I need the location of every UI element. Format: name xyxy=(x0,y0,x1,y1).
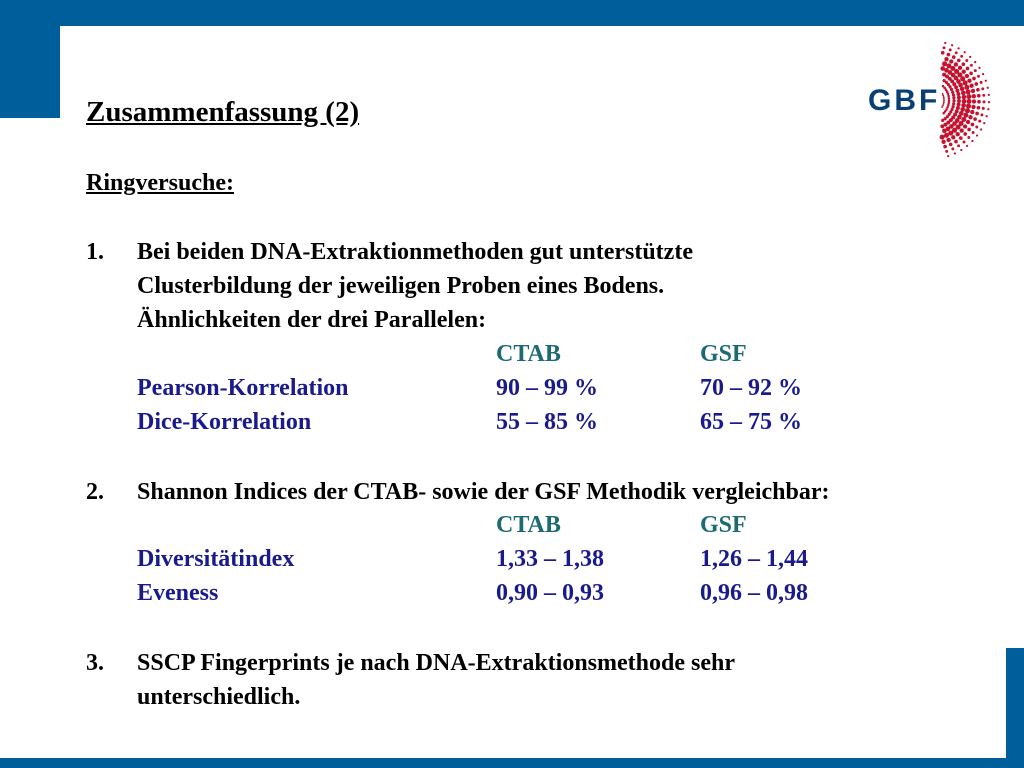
logo-dot xyxy=(977,94,981,98)
gbf-logo-text: GBF xyxy=(868,84,941,117)
logo-dot xyxy=(960,87,965,92)
point-2-row-ctab: 0,90 – 0,93 xyxy=(496,580,604,606)
logo-dot xyxy=(963,124,967,128)
logo-dot xyxy=(974,82,978,86)
logo-dot xyxy=(977,75,980,78)
logo-dot xyxy=(955,51,958,54)
logo-dot xyxy=(946,138,950,142)
logo-dot xyxy=(986,115,988,117)
logo-dot xyxy=(941,119,944,122)
logo-dot xyxy=(951,91,954,94)
point-2-row-gsf: 1,26 – 1,44 xyxy=(700,546,808,572)
logo-dot xyxy=(972,94,976,98)
logo-dot xyxy=(944,133,949,138)
point-1-row-label: Dice-Korrelation xyxy=(137,409,312,435)
point-1-row-label: Pearson-Korrelation xyxy=(137,375,349,401)
point-2-header-gsf: GSF xyxy=(700,512,747,538)
logo-dot xyxy=(945,150,948,153)
point-1-row-ctab: 55 – 85 % xyxy=(496,409,598,435)
logo-dot xyxy=(940,135,945,140)
logo-dot xyxy=(947,155,949,157)
logo-dot xyxy=(976,88,980,92)
logo-dot xyxy=(941,140,945,144)
logo-dot xyxy=(943,98,945,100)
logo-dot xyxy=(944,57,948,61)
logo-dot xyxy=(949,143,953,147)
logo-dot xyxy=(971,123,975,127)
logo-dot xyxy=(969,71,973,75)
point-2-number: 2. xyxy=(86,479,104,505)
logo-dot xyxy=(951,105,954,108)
logo-dot xyxy=(948,102,951,105)
logo-dot xyxy=(981,87,984,90)
logo-dot xyxy=(966,94,971,99)
logo-dot xyxy=(958,66,962,70)
slide-title: Zusammenfassung (2) xyxy=(86,96,360,128)
logo-dot xyxy=(980,113,983,116)
point-3-number: 3. xyxy=(86,650,104,676)
logo-dot xyxy=(940,124,944,128)
logo-dot xyxy=(966,145,968,147)
point-1-header-gsf: GSF xyxy=(700,341,747,367)
logo-dot xyxy=(943,96,945,98)
logo-dot xyxy=(959,136,963,140)
logo-dot xyxy=(978,67,980,69)
logo-dot xyxy=(941,51,945,55)
point-1-line-1: Bei beiden DNA-Extraktionmethoden gut unterstützte xyxy=(137,239,693,265)
logo-dot xyxy=(988,94,990,96)
point-1-number: 1. xyxy=(86,239,104,265)
point-2-row-gsf: 0,96 – 0,98 xyxy=(700,580,808,606)
logo-dot xyxy=(971,140,973,142)
logo-dot xyxy=(974,69,977,72)
point-2-row-label: Eveness xyxy=(137,580,219,606)
logo-dot xyxy=(957,59,961,63)
logo-dot xyxy=(954,140,958,144)
logo-dot xyxy=(954,152,956,154)
logo-dot xyxy=(987,108,989,110)
logo-dot xyxy=(960,55,963,58)
logo-dot xyxy=(942,112,945,115)
logo-dot xyxy=(977,100,981,104)
logo-dot xyxy=(975,112,979,116)
logo-dot xyxy=(987,87,989,89)
logo-dot xyxy=(943,101,945,103)
logo-dot xyxy=(957,144,960,147)
logo-dot xyxy=(966,120,970,124)
logo-dot xyxy=(962,99,967,104)
logo-dot xyxy=(955,89,959,93)
logo-dot xyxy=(947,53,951,57)
logo-dot xyxy=(985,80,987,82)
logo-dot xyxy=(977,106,981,110)
logo-dot xyxy=(956,132,960,136)
logo-dot xyxy=(970,64,973,67)
point-3-line-1: SSCP Fingerprints je nach DNA-Extraktionsmethode sehr xyxy=(137,650,735,676)
logo-dot xyxy=(982,94,985,97)
logo-dot xyxy=(972,99,976,103)
logo-dot xyxy=(942,94,944,96)
left-frame-bar xyxy=(0,0,60,118)
point-1-row-gsf: 65 – 75 % xyxy=(700,409,802,435)
logo-dot xyxy=(978,120,981,123)
logo-dot xyxy=(972,131,975,134)
logo-dot xyxy=(968,115,972,119)
logo-dot xyxy=(952,55,956,59)
logo-dot xyxy=(961,103,966,108)
logo-dot xyxy=(951,135,955,139)
point-3-line-2: unterschiedlich. xyxy=(137,684,301,710)
bottom-frame-bar xyxy=(0,758,1024,768)
point-2-line: Shannon Indices der CTAB- sowie der GSF Methodik vergleichbar: xyxy=(137,479,830,505)
logo-dot xyxy=(949,59,953,63)
logo-dot xyxy=(980,128,982,130)
logo-dot xyxy=(949,48,952,51)
logo-dot xyxy=(943,103,945,105)
logo-dot xyxy=(983,122,985,124)
logo-dot xyxy=(963,80,968,85)
logo-dot xyxy=(952,96,955,99)
logo-dot xyxy=(965,59,968,62)
point-1-line-3: Ähnlichkeiten der drei Parallelen: xyxy=(137,307,487,333)
logo-dot xyxy=(971,105,975,109)
point-1-row-ctab: 90 – 99 % xyxy=(496,375,598,401)
logo-dot xyxy=(972,77,976,81)
point-1-line-2: Clusterbildung der jeweiligen Proben eines Bodens. xyxy=(137,273,665,299)
logo-dot xyxy=(971,89,975,93)
point-1-header-ctab: CTAB xyxy=(496,341,561,367)
logo-dot xyxy=(947,104,950,107)
logo-dot xyxy=(957,103,961,107)
logo-dot xyxy=(983,100,986,103)
logo-dot xyxy=(963,113,968,118)
logo-dot xyxy=(951,147,954,150)
logo-dot xyxy=(957,47,959,49)
point-2-row-ctab: 1,33 – 1,38 xyxy=(496,546,604,572)
logo-dot xyxy=(952,102,955,105)
logo-dot xyxy=(954,62,958,66)
logo-dot xyxy=(961,91,966,96)
right-frame-bar xyxy=(1006,648,1024,768)
logo-dot xyxy=(966,89,971,94)
logo-dot xyxy=(960,149,962,151)
point-2-header-ctab: CTAB xyxy=(496,512,561,538)
logo-dot xyxy=(980,81,983,84)
logo-dot xyxy=(948,99,951,102)
logo-dot xyxy=(943,46,946,49)
point-1-row-gsf: 70 – 92 % xyxy=(700,375,802,401)
logo-dot xyxy=(962,95,967,100)
logo-dot xyxy=(965,108,970,113)
logo-dot xyxy=(942,128,947,133)
logo-dot xyxy=(967,79,971,83)
logo-dot xyxy=(975,126,978,129)
logo-dot xyxy=(966,67,970,71)
logo-dot xyxy=(960,128,964,132)
logo-dot xyxy=(988,101,990,103)
logo-dot xyxy=(969,56,971,58)
logo-dot xyxy=(951,44,953,46)
logo-dot xyxy=(966,99,971,104)
logo-dot xyxy=(982,107,985,110)
logo-dot xyxy=(974,61,976,63)
logo-dot xyxy=(970,110,974,114)
logo-dot xyxy=(982,73,984,75)
logo-dot xyxy=(957,96,961,100)
logo-dot xyxy=(948,97,951,100)
logo-dot xyxy=(964,51,966,53)
logo-dot xyxy=(941,106,943,108)
logo-dot xyxy=(956,92,960,96)
logo-dot xyxy=(943,100,945,102)
logo-dot xyxy=(964,85,969,90)
logo-dot xyxy=(965,74,969,78)
section-subtitle: Ringversuche: xyxy=(86,170,234,196)
top-frame-bar xyxy=(0,0,1024,26)
logo-dot xyxy=(957,99,961,103)
point-2-row-label: Diversitätindex xyxy=(137,546,295,572)
logo-dot xyxy=(947,95,950,98)
logo-dot xyxy=(963,141,966,144)
logo-dot xyxy=(952,99,955,102)
logo-dot xyxy=(952,93,955,96)
logo-dot xyxy=(962,62,966,66)
logo-dot xyxy=(943,145,947,149)
logo-dot xyxy=(966,104,971,109)
logo-dot xyxy=(976,134,978,136)
logo-dot xyxy=(969,84,973,88)
logo-dot xyxy=(973,117,977,121)
logo-dot xyxy=(942,61,947,66)
logo-dot xyxy=(947,93,950,96)
logo-dot xyxy=(963,132,967,136)
logo-dot xyxy=(967,136,970,139)
logo-dot xyxy=(944,42,946,44)
logo-dot xyxy=(967,128,971,132)
logo-dot xyxy=(962,70,966,74)
